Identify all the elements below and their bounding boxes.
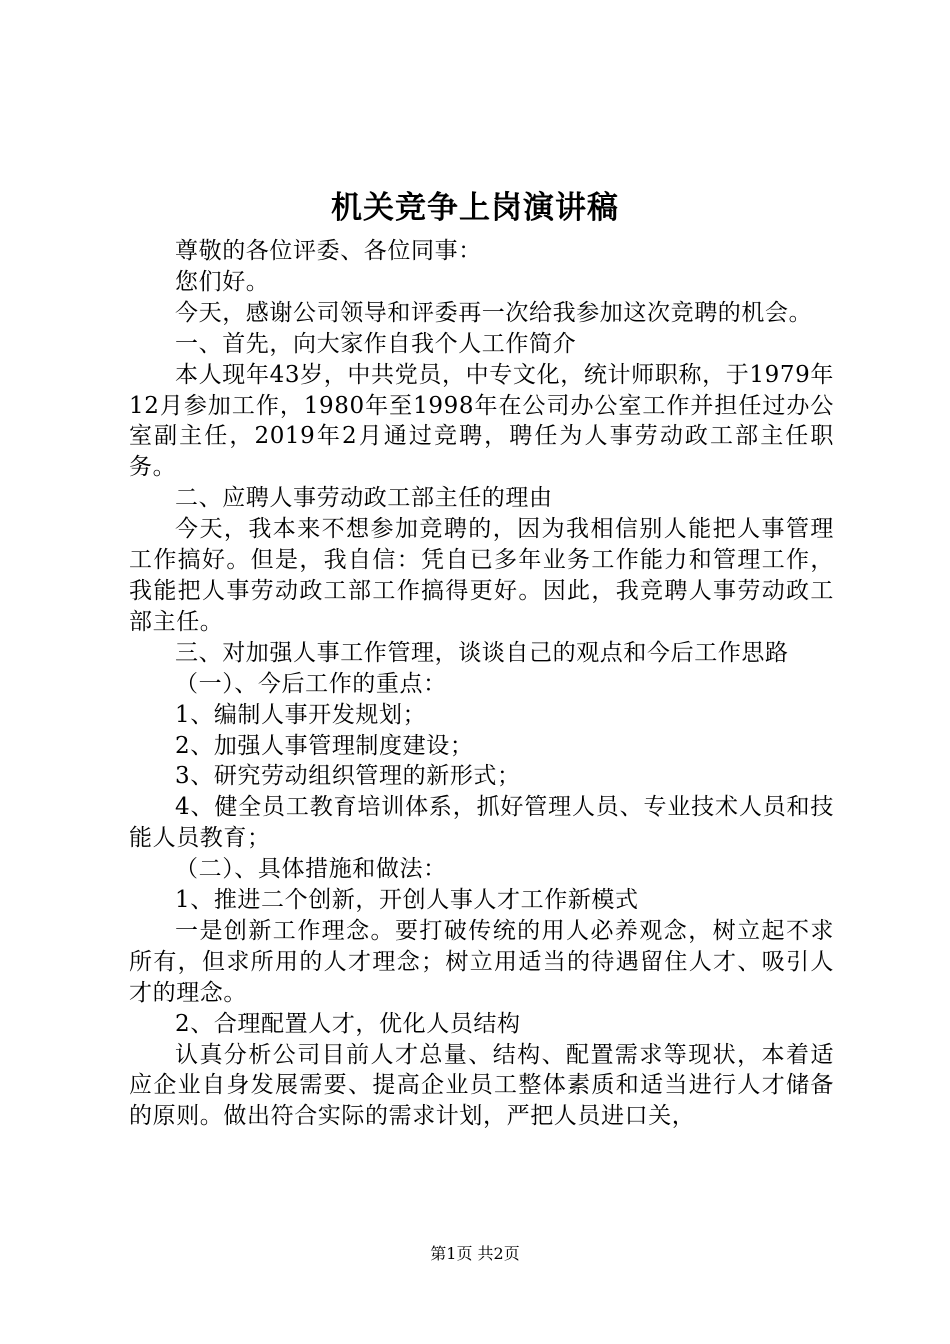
paragraph-innovation: 一是创新工作理念。要打破传统的用人必养观念，树立起不求所有，但求所用的人才理念；树立用适当的待遇留住人才、吸引人才的理念。 [129,917,834,1006]
paragraph-greeting: 您们好。 [175,268,270,295]
list-item: 2、加强人事管理制度建设； [175,732,474,759]
paragraph-salutation: 尊敬的各位评委、各位同事： [175,238,482,264]
subsection-heading-2: （二）、具体措施和做法： [175,856,447,883]
document-body [129,236,834,1132]
list-item: 3、研究劳动组织管理的新形式； [175,763,521,790]
page-number-footer: 第1页 共2页 [430,1244,520,1263]
list-item: 1、编制人事开发规划； [175,701,427,728]
paragraph-allocation: 认真分析公司目前人才总量、结构、配置需求等现状，本着适应企业自身发展需要、提高企业员工整体素质和适当进行人才储备的原则。做出符合实际的需求计划，严把人员进口关， [129,1041,834,1130]
paragraph-reasons: 今天，我本来不想参加竞聘的，因为我相信别人能把人事管理工作搞好。但是，我自信：凭自已多年业务工作能力和管理工作，我能把人事劳动政工部工作搞得更好。因此，我竞聘人事劳动政工部主任。 [129,516,834,635]
section-heading-2: 二、应聘人事劳动政工部主任的理由 [175,485,553,512]
paragraph-thanks: 今天，感谢公司领导和评委再一次给我参加这次竞聘的机会。 [175,299,813,326]
section-heading-3: 三、对加强人事工作管理，谈谈自己的观点和今后工作思路 [175,639,789,666]
measure-heading-2: 2、合理配置人才，优化人员结构 [175,1010,521,1037]
list-item: 4、健全员工教育培训体系，抓好管理人员、专业技术人员和技能人员教育； [129,794,834,852]
section-heading-1: 一、首先，向大家作自我个人工作简介 [175,330,577,357]
document-title: 机关竞争上岗演讲稿 [331,190,619,226]
measure-heading-1: 1、推进二个创新，开创人事人才工作新模式 [175,887,639,914]
paragraph-self-intro: 本人现年43岁，中共党员，中专文化，统计师职称，于1979年12月参加工作，1980年至1998年在公司办公室工作并担任过办公室副主任，2019年2月通过竞聘，聘任为人事劳动政工部主任职务。 [129,361,834,481]
subsection-heading-1: （一）、今后工作的重点： [175,670,447,697]
